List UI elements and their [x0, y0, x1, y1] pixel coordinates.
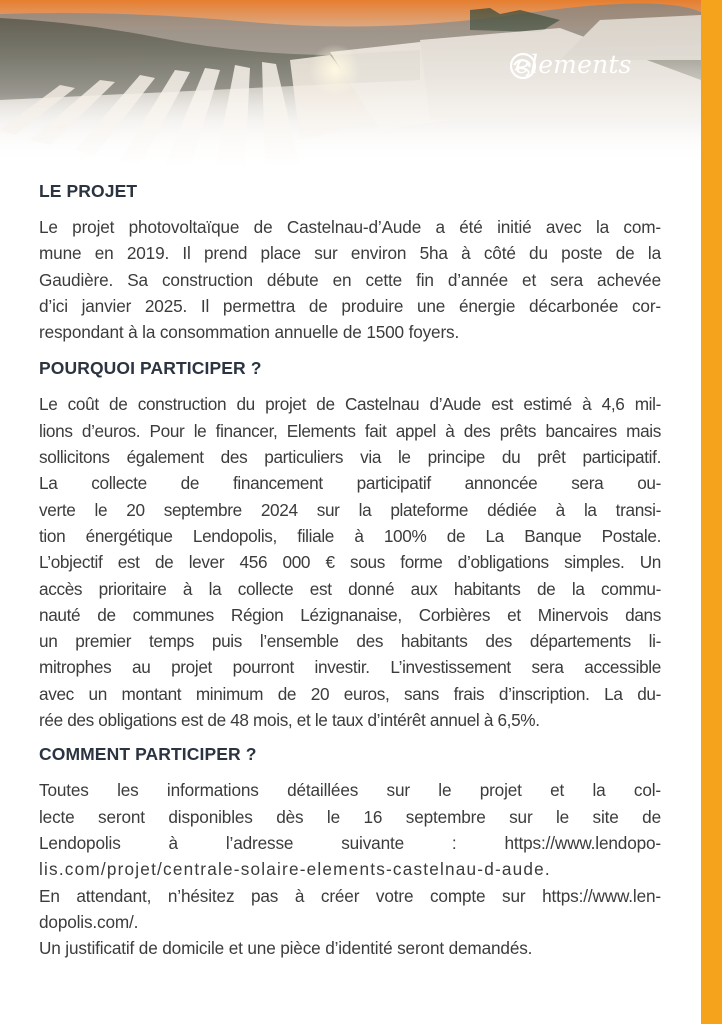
hero-banner — [0, 0, 701, 168]
section-paragraph — [39, 214, 661, 345]
text-line: Le coût de construction du projet de Castelnau d’Aude est estimé à 4,6 mil- — [39, 394, 661, 415]
solar-farm-photo — [0, 0, 701, 168]
text-line: avec un montant minimum de 20 euros, sans frais d’inscription. La du- — [39, 683, 661, 704]
text-line: d’ici janvier 2025. Il permettra de produire une énergie décarbonée cor- — [39, 295, 661, 316]
lendopolis-home-url-line[interactable]: dopolis.com/. — [39, 911, 139, 932]
white-fade — [0, 0, 701, 168]
section-comment-participer — [39, 741, 661, 961]
text-line: accès prioritaire à la collecte est donné aux habitants de la commu- — [39, 578, 661, 599]
section-heading: COMMENT PARTICIPER ? — [39, 744, 257, 765]
text-line: Un justificatif de domicile et une pièce d’identité seront demandés. — [39, 938, 533, 959]
lendopolis-project-url-line[interactable]: lis.com/projet/centrale-solaire-elements-castelnau-d-aude. — [39, 859, 551, 880]
section-heading: LE PROJET — [39, 181, 138, 201]
section-le-projet — [39, 178, 661, 345]
text-line: nauté de communes Région Lézignanaise, Corbières et Minervois dans — [39, 604, 661, 625]
text-line: sollicitons également des particuliers via le principe du prêt participatif. — [39, 447, 661, 468]
section-heading: POURQUOI PARTICIPER ? — [39, 358, 262, 379]
text-line: respondant à la consommation annuelle de 1500 foyers. — [39, 322, 460, 343]
accent-side-bar — [701, 0, 722, 1024]
text-line: mune en 2019. Il prend place sur environ 5ha à côté du poste de la — [39, 243, 661, 264]
text-line: mitrophes au projet pourront investir. L’investissement sera accessible — [39, 657, 661, 678]
text-line: L’objectif est de lever 456 000 € sous forme d’obligations simples. Un — [39, 552, 661, 573]
lendopolis-home-url-line[interactable]: En attendant, n’hésitez pas à créer votre compte sur https://www.len- — [39, 885, 661, 906]
text-line: La collecte de financement participatif annoncée sera ou- — [39, 473, 661, 494]
text-line: tion énergétique Lendopolis, filiale à 100% de La Banque Postale. — [39, 525, 661, 546]
text-line: lecte seront disponibles dès le 16 septembre sur le site de — [39, 806, 661, 827]
section-pourquoi-participer — [39, 355, 661, 733]
text-line: lions d’euros. Pour le financer, Elements fait appel à des prêts bancaires mais — [39, 420, 661, 441]
text-line: rée des obligations est de 48 mois, et le taux d’intérêt annuel à 6,5%. — [39, 710, 540, 731]
text-line: Gaudière. Sa construction débute en cette fin d’année et sera achevée — [39, 269, 661, 290]
text-line: un premier temps puis l’ensemble des habitants des départements li- — [39, 631, 661, 652]
article-content — [39, 178, 661, 961]
logo-wordmark: elements — [515, 50, 632, 79]
text-line: verte le 20 septembre 2024 sur la plateforme dédiée à la transi- — [39, 499, 661, 520]
section-paragraph — [39, 391, 661, 733]
text-line: Le projet photovoltaïque de Castelnau-d’Aude a été initié avec la com- — [39, 217, 661, 237]
section-paragraph — [39, 777, 661, 961]
lendopolis-project-url-line[interactable]: Lendopolis à l’adresse suivante : https://www.lendopo- — [39, 832, 661, 853]
text-line: Toutes les informations détaillées sur le projet et la col- — [39, 780, 661, 801]
elements-logo — [509, 52, 632, 77]
